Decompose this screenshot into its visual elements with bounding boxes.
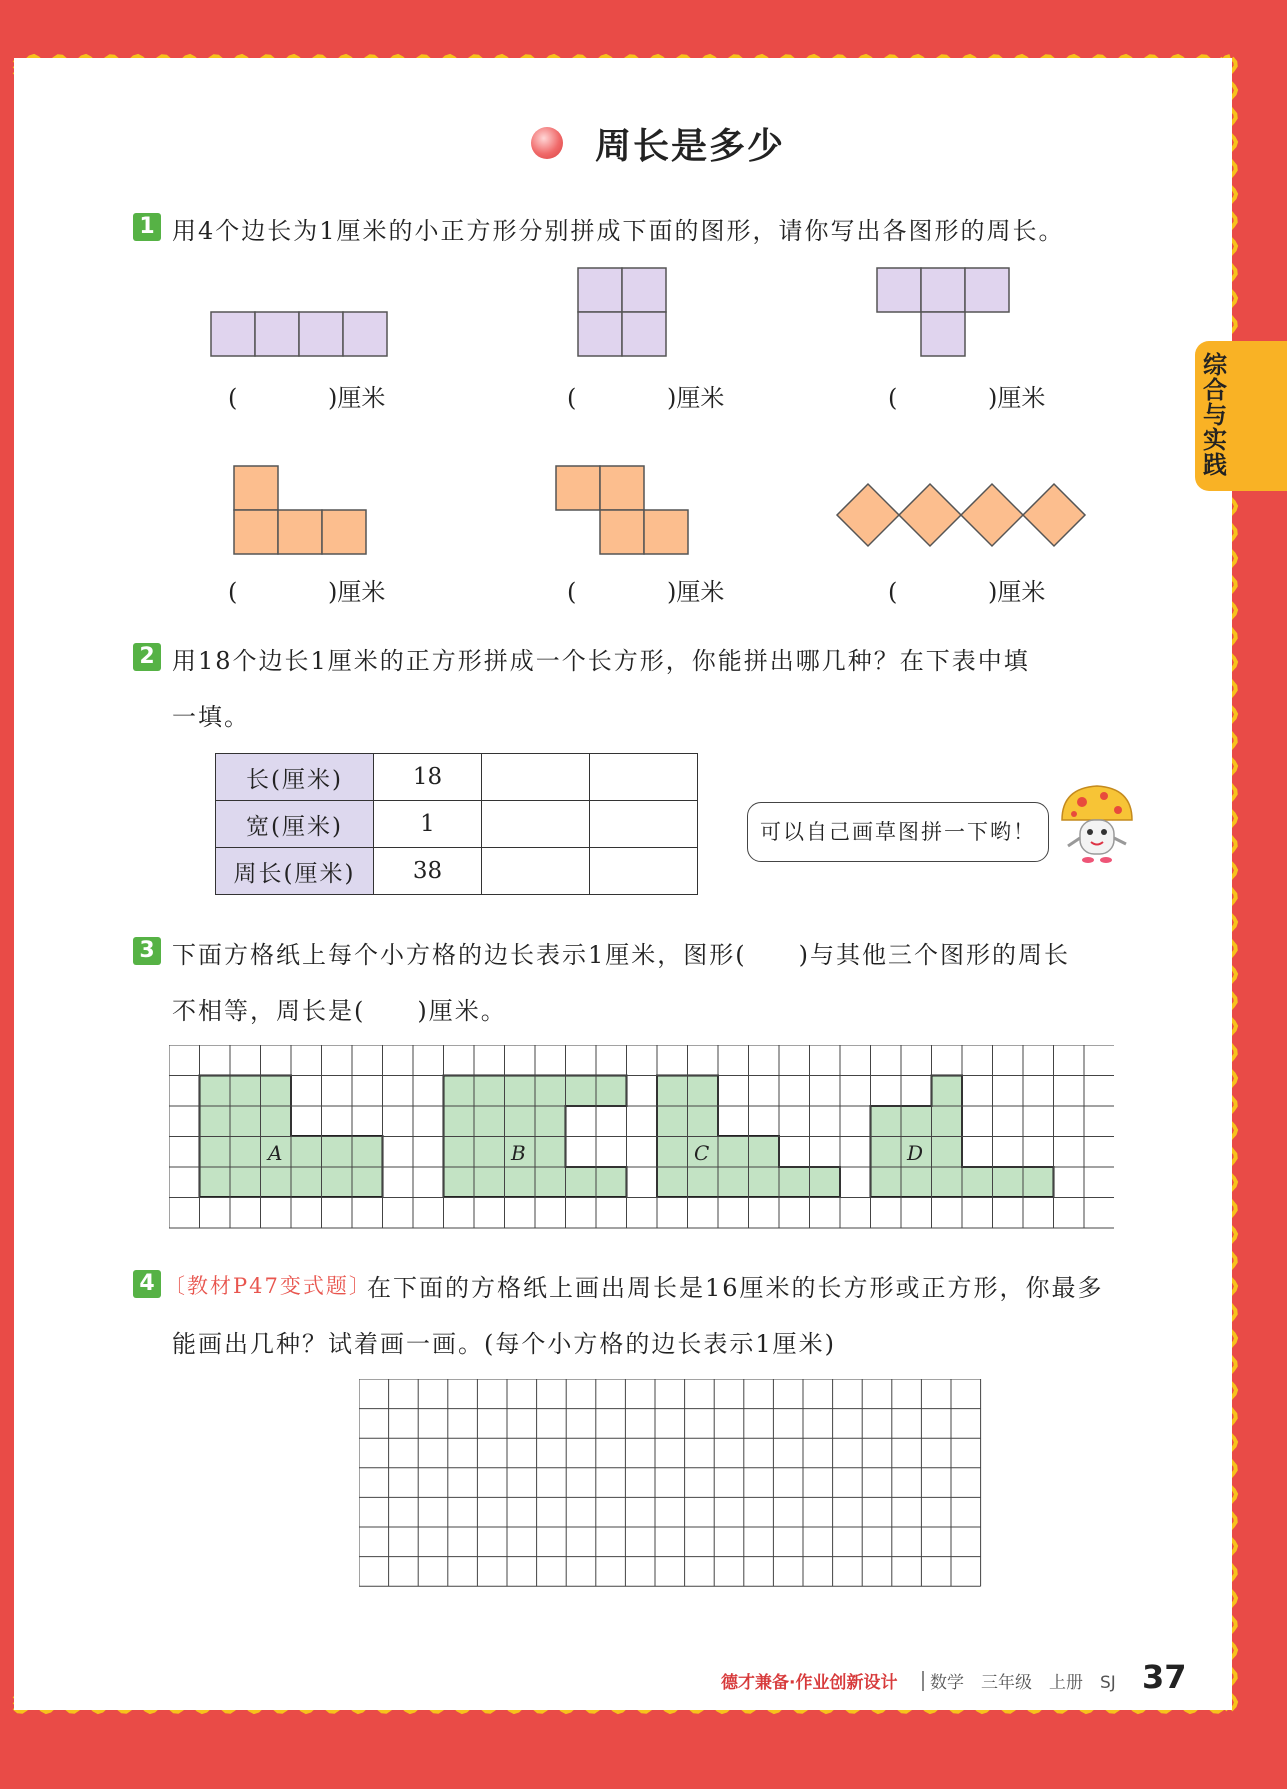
question-text-line1: 下面方格纸上每个小方格的边长表示1厘米，图形( )与其他三个图形的周长 xyxy=(172,941,1070,969)
page-number: 37 xyxy=(1142,1658,1187,1696)
answer-blank-3[interactable]: ( )厘米 xyxy=(888,384,1046,412)
q2-table xyxy=(215,753,698,895)
answer-blank-4[interactable]: ( )厘米 xyxy=(228,578,386,606)
footer-divider xyxy=(922,1671,924,1691)
mushroom-mascot-icon xyxy=(1052,780,1142,870)
table-cell[interactable]: 1 xyxy=(374,801,482,848)
answer-blank-1[interactable]: ( )厘米 xyxy=(228,384,386,412)
table-cell[interactable]: 38 xyxy=(374,848,482,895)
figure-diamond-chain xyxy=(837,484,1085,546)
footer-subject: 数学 三年级 上册 SJ xyxy=(930,1673,1116,1693)
question-text-line1: 用18个边长1厘米的正方形拼成一个长方形，你能拼出哪几种？在下表中填 xyxy=(172,647,1030,675)
question-number: 2 xyxy=(133,643,161,671)
table-cell[interactable] xyxy=(590,848,698,895)
figure-z-shape xyxy=(556,466,688,554)
row-header: 周长(厘米) xyxy=(216,848,374,895)
row-header: 长(厘米) xyxy=(216,754,374,801)
table-row xyxy=(216,754,698,801)
side-tab-label: 综合与实践 xyxy=(1203,351,1227,479)
figure-t-shape xyxy=(877,268,1009,356)
answer-blank-5[interactable]: ( )厘米 xyxy=(567,578,725,606)
answer-blank-6[interactable]: ( )厘米 xyxy=(888,578,1046,606)
hint-speech-bubble: 可以自己画草图拼一下哟！ xyxy=(747,802,1049,862)
figure-2x2 xyxy=(578,268,666,356)
question-text: 用4个边长为1厘米的小正方形分别拼成下面的图形，请你写出各图形的周长。 xyxy=(172,217,1065,245)
question-number: 1 xyxy=(133,213,161,241)
footer-series: 德才兼备·作业创新设计 xyxy=(721,1673,898,1693)
question-number: 4 xyxy=(133,1270,161,1298)
figure-l-shape xyxy=(234,466,366,554)
table-row xyxy=(216,801,698,848)
question-text-line1: 在下面的方格纸上画出周长是16厘米的长方形或正方形，你最多 xyxy=(367,1274,1104,1302)
textbook-reference-tag: 〔教材P47变式题〕 xyxy=(164,1274,372,1298)
page-title: 周长是多少 xyxy=(595,126,786,167)
table-row xyxy=(216,848,698,895)
shape-label-b: B xyxy=(511,1141,526,1165)
q3-grid-paper xyxy=(169,1045,1114,1230)
answer-blank-2[interactable]: ( )厘米 xyxy=(567,384,725,412)
shape-label-a: A xyxy=(268,1141,283,1165)
figure-1x4 xyxy=(211,312,387,356)
row-header: 宽(厘米) xyxy=(216,801,374,848)
table-cell[interactable] xyxy=(482,801,590,848)
table-cell[interactable]: 18 xyxy=(374,754,482,801)
table-cell[interactable] xyxy=(590,754,698,801)
table-cell[interactable] xyxy=(482,754,590,801)
question-text-line2: 能画出几种？试着画一画。(每个小方格的边长表示1厘米) xyxy=(172,1330,836,1358)
shape-label-c: C xyxy=(694,1141,710,1165)
table-cell[interactable] xyxy=(590,801,698,848)
table-cell[interactable] xyxy=(482,848,590,895)
question-text-line2: 不相等，周长是( )厘米。 xyxy=(172,997,507,1025)
shape-label-d: D xyxy=(907,1141,924,1165)
question-text-line2: 一填。 xyxy=(172,703,250,731)
question-number: 3 xyxy=(133,937,161,965)
q4-drawing-grid[interactable] xyxy=(359,1379,982,1588)
